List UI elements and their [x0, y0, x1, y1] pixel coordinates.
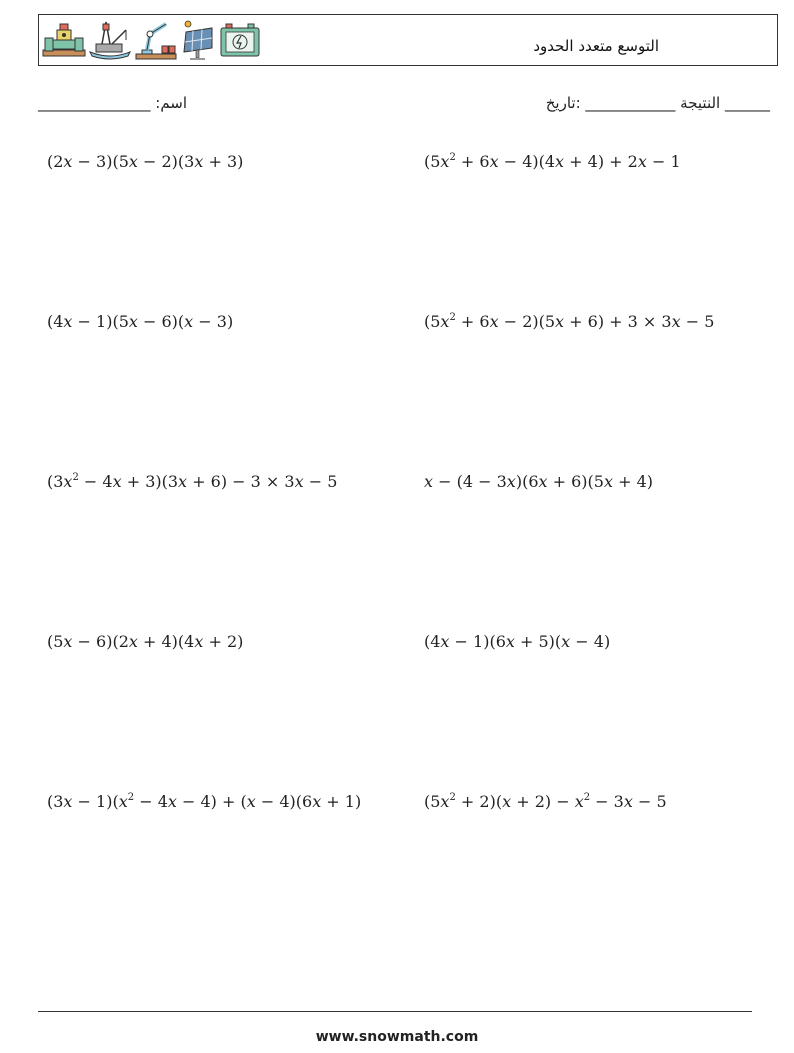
solar-panel-icon	[180, 18, 216, 62]
problem-2: $(5x^2 + 6x - 4)(4x + 4) + 2x - 1$	[424, 152, 681, 171]
header-box	[38, 14, 778, 66]
pipe-valve-icon	[42, 20, 86, 60]
footer-url: www.snowmath.com	[315, 1029, 479, 1045]
problem-1: (2x − 3)(5x − 2)(3x + 3)	[47, 152, 244, 171]
header-icons	[42, 18, 262, 62]
problem-10: $(5x^2 + 2)(x + 2) - x^2 - 3x - 5$	[424, 792, 667, 811]
problem-9: $(3x - 1)(x^2 - 4x - 4) + (x - 4)(6x + 1)$	[47, 792, 362, 811]
oil-rig-icon	[88, 18, 132, 62]
problem-5: $(3x^2 - 4x + 3)(3x + 6) - 3 \times 3x - 5$	[47, 472, 338, 491]
problem-8: (4x − 1)(6x + 5)(x − 4)	[424, 632, 611, 651]
battery-icon	[218, 20, 262, 60]
info-row	[0, 94, 794, 118]
footer-divider	[38, 1011, 752, 1012]
problem-6: x − (4 − 3x)(6x + 6)(5x + 4)	[424, 472, 653, 491]
problem-3: (4x − 1)(5x − 6)(x − 3)	[47, 312, 234, 331]
problem-7: (5x − 6)(2x + 4)(4x + 2)	[47, 632, 244, 651]
date-score-field: النتيجة ____________ :تاريخ ______	[545, 94, 770, 112]
robotic-arm-icon	[134, 18, 178, 62]
problem-4: $(5x^2 + 6x - 2)(5x + 6) + 3 \times 3x - 5$	[424, 312, 715, 331]
worksheet-title: التوسع متعدد الحدود	[533, 37, 659, 55]
name-field: _______________ :اسم	[38, 94, 188, 112]
